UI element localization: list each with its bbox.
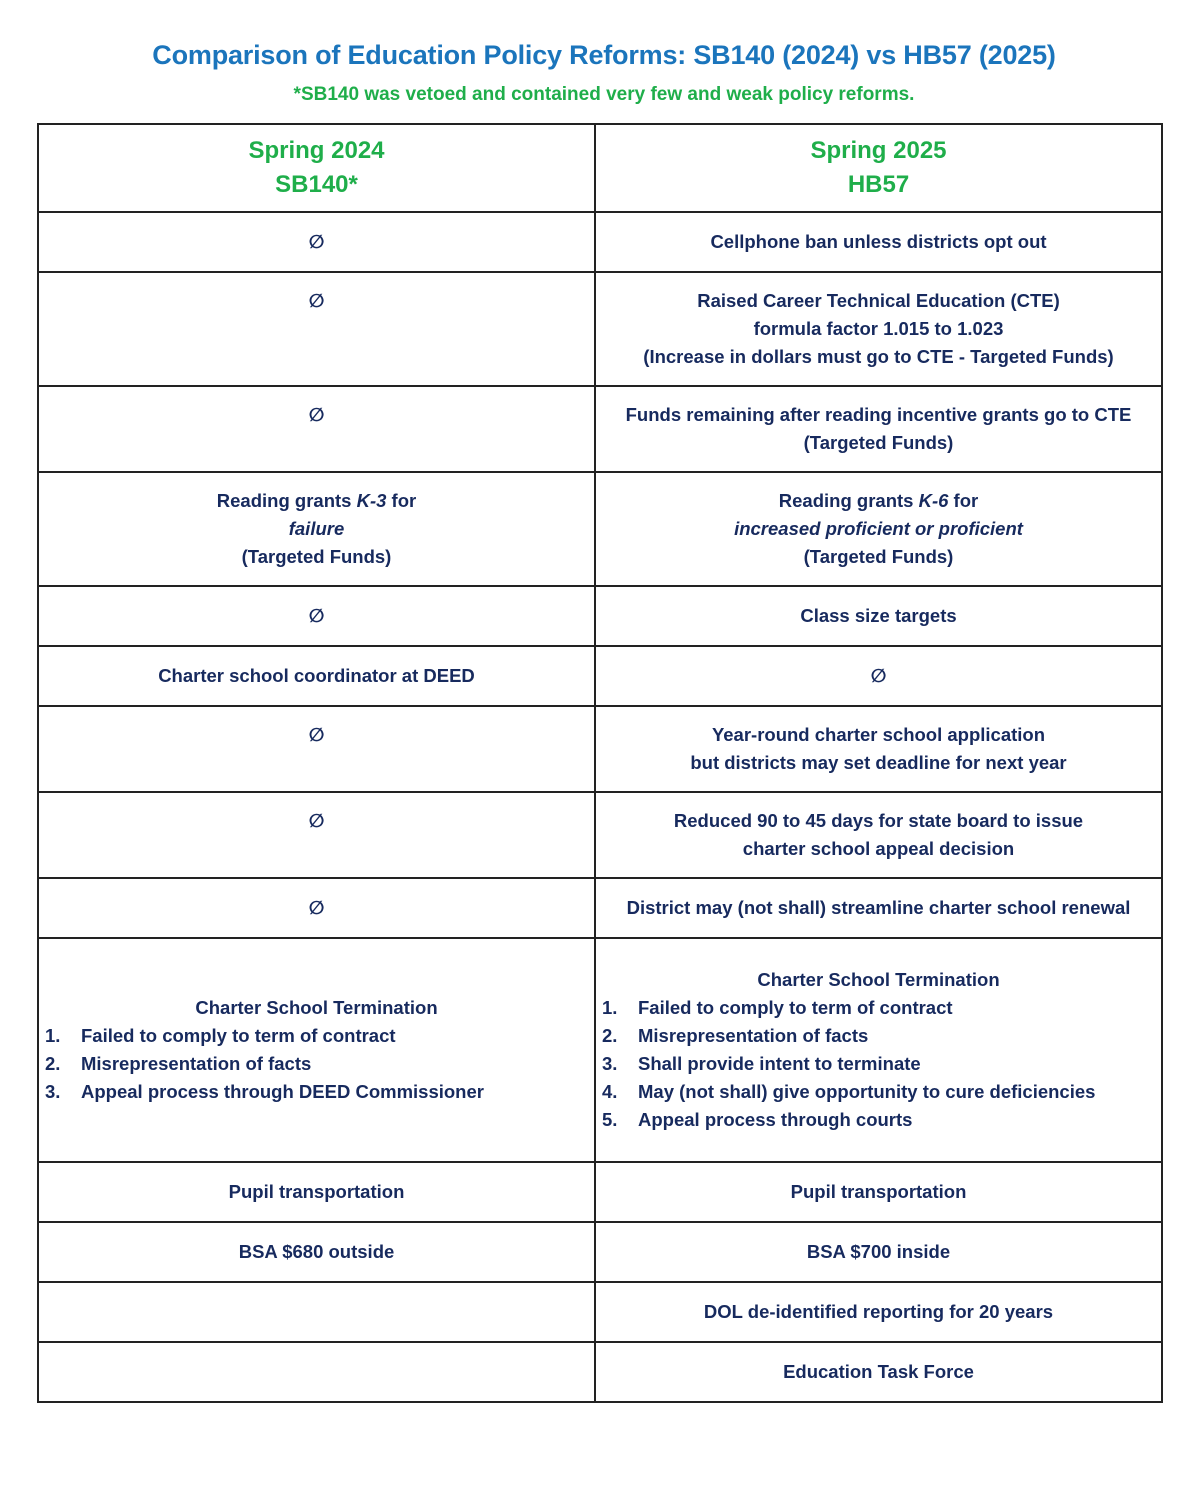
comparison-table (37, 123, 1163, 1403)
column-header-hb57 (595, 124, 1162, 212)
termination-list (45, 1022, 588, 1106)
table-row (38, 272, 1162, 386)
list-text: Failed to comply to term of contract (638, 997, 953, 1018)
page-title: Comparison of Education Policy Reforms: SB140 (2024) vs HB57 (2025) (152, 40, 1056, 70)
table-cell (595, 472, 1162, 586)
grade-range: K-6 (918, 490, 949, 511)
list-text: Appeal process through DEED Commissioner (81, 1081, 484, 1102)
termination-list (602, 994, 1155, 1134)
table-cell: DOL de-identified reporting for 20 years (595, 1282, 1162, 1342)
list-number: 1. (602, 997, 618, 1018)
cell-line (45, 487, 588, 515)
table-cell: BSA $700 inside (595, 1222, 1162, 1282)
cell-line: (Targeted Funds) (803, 546, 954, 567)
list-number: 1. (45, 1025, 61, 1046)
header-row (38, 124, 1162, 212)
empty-set-icon: ∅ (38, 792, 595, 878)
cell-line: formula factor 1.015 to 1.023 (753, 318, 1004, 339)
empty-set-icon: ∅ (38, 706, 595, 792)
cell-line: Funds remaining after reading incentive grants go to CTE (625, 404, 1132, 425)
table-row (38, 878, 1162, 938)
empty-set-icon: ∅ (38, 272, 595, 386)
cell-line: failure (288, 518, 345, 539)
list-heading: Charter School Termination (757, 969, 1000, 990)
list-item (602, 1050, 1155, 1078)
list-text: Misrepresentation of facts (638, 1025, 869, 1046)
text: for (386, 490, 417, 511)
table-row (38, 1282, 1162, 1342)
table-row (38, 1222, 1162, 1282)
column-header-bill: SB140* (275, 171, 358, 198)
table-cell: Pupil transportation (595, 1162, 1162, 1222)
table-cell: Cellphone ban unless districts opt out (595, 212, 1162, 272)
list-text: Failed to comply to term of contract (81, 1025, 396, 1046)
table-row (38, 706, 1162, 792)
cell-line: Raised Career Technical Education (CTE) (697, 290, 1060, 311)
cell-line: increased proficient or proficient (734, 518, 1023, 539)
table-cell: Charter school coordinator at DEED (38, 646, 595, 706)
cell-line: Reduced 90 to 45 days for state board to issue (673, 810, 1084, 831)
column-header-period: Spring 2024 (248, 137, 385, 164)
page-subtitle: *SB140 was vetoed and contained very few and weak policy reforms. (293, 84, 915, 105)
table-row (38, 1342, 1162, 1402)
termination-cell-sb140 (38, 938, 595, 1162)
list-heading: Charter School Termination (195, 997, 438, 1018)
column-header-bill: HB57 (847, 171, 910, 198)
text: Reading grants (216, 490, 357, 511)
empty-set-icon: ∅ (38, 878, 595, 938)
list-text: Misrepresentation of facts (81, 1053, 312, 1074)
list-item (602, 1022, 1155, 1050)
cell-line: (Increase in dollars must go to CTE - Targeted Funds) (643, 346, 1114, 367)
cell-line: (Targeted Funds) (803, 432, 954, 453)
list-number: 4. (602, 1081, 618, 1102)
cell-line (602, 487, 1155, 515)
table-cell (595, 792, 1162, 878)
list-item (45, 1050, 588, 1078)
table-row (38, 386, 1162, 472)
table-cell: BSA $680 outside (38, 1222, 595, 1282)
table-cell: District may (not shall) streamline charter school renewal (595, 878, 1162, 938)
list-item (45, 1078, 588, 1106)
list-text: Appeal process through courts (638, 1109, 913, 1130)
table-row (38, 938, 1162, 1162)
list-item (602, 1106, 1155, 1134)
list-text: Shall provide intent to terminate (638, 1053, 921, 1074)
list-number: 2. (45, 1053, 61, 1074)
cell-line: but districts may set deadline for next year (690, 752, 1067, 773)
cell-line: Year-round charter school application (711, 724, 1046, 745)
text: for (948, 490, 979, 511)
text: Reading grants (778, 490, 919, 511)
table-cell: Pupil transportation (38, 1162, 595, 1222)
table-cell (38, 472, 595, 586)
table-row (38, 212, 1162, 272)
table-cell (595, 272, 1162, 386)
list-number: 3. (602, 1053, 618, 1074)
empty-set-icon: ∅ (38, 386, 595, 472)
table-row (38, 646, 1162, 706)
table-row (38, 1162, 1162, 1222)
cell-line: (Targeted Funds) (241, 546, 392, 567)
table-cell: Education Task Force (595, 1342, 1162, 1402)
column-header-period: Spring 2025 (810, 137, 947, 164)
column-header-sb140 (38, 124, 595, 212)
list-item (45, 1022, 588, 1050)
table-cell (595, 386, 1162, 472)
table-cell: Class size targets (595, 586, 1162, 646)
table-cell (38, 1342, 595, 1402)
list-number: 5. (602, 1109, 618, 1130)
list-number: 2. (602, 1025, 618, 1046)
empty-set-icon: ∅ (595, 646, 1162, 706)
table-row (38, 472, 1162, 586)
grade-range: K-3 (356, 490, 387, 511)
table-cell (38, 1282, 595, 1342)
list-item (602, 994, 1155, 1022)
cell-line: charter school appeal decision (742, 838, 1015, 859)
list-number: 3. (45, 1081, 61, 1102)
list-text: May (not shall) give opportunity to cure deficiencies (638, 1081, 1096, 1102)
list-item (602, 1078, 1155, 1106)
empty-set-icon: ∅ (38, 212, 595, 272)
empty-set-icon: ∅ (38, 586, 595, 646)
table-cell (595, 706, 1162, 792)
table-row (38, 792, 1162, 878)
termination-cell-hb57 (595, 938, 1162, 1162)
table-row (38, 586, 1162, 646)
